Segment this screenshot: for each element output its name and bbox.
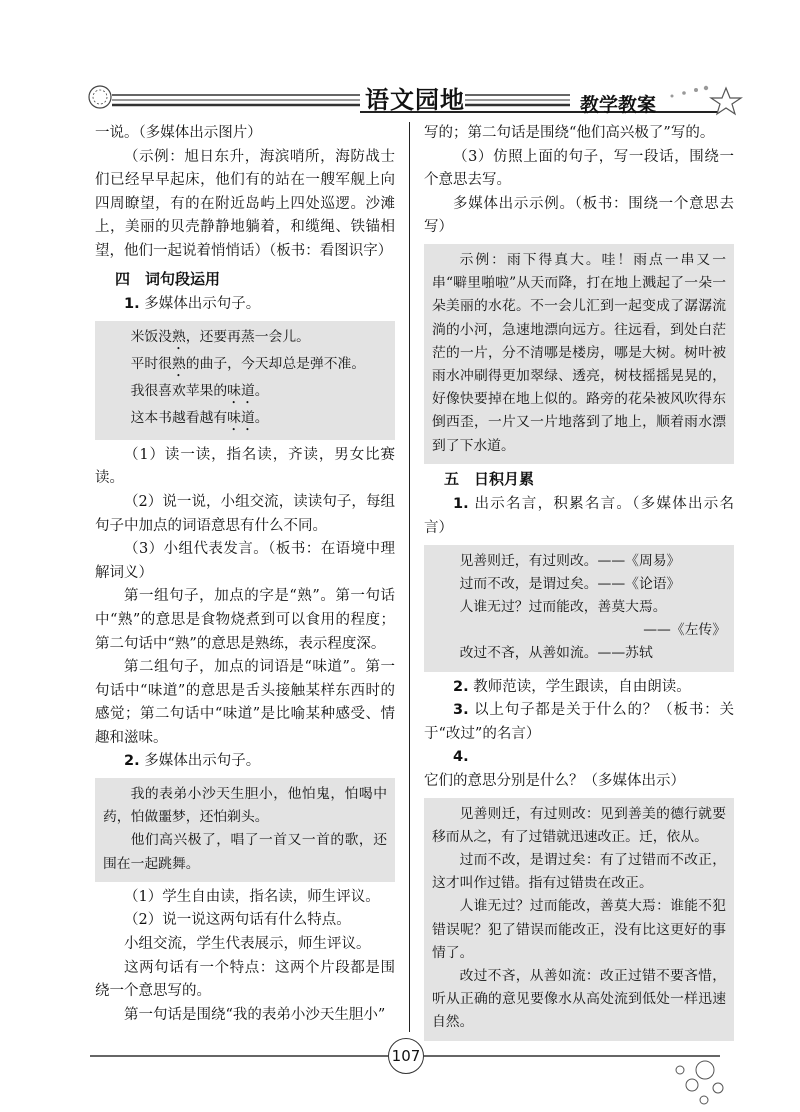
item-number: 2. xyxy=(453,678,469,695)
item-text: 出示名言，积累名言。（多媒体出示名言） xyxy=(424,496,735,536)
example-sentence: 米饭没熟，还要再蒸一会儿。 xyxy=(130,328,310,345)
quote: 见善则迁，有过则改。——《周易》 xyxy=(459,552,681,569)
quote: 改过不吝，从善如流。——苏轼 xyxy=(459,645,653,662)
section-heading: 五 日积月累 xyxy=(444,469,535,488)
paragraph: （1）读一读，指名读，齐读，男女比赛读。 xyxy=(95,446,395,487)
explanation: 改过不吝，从善如流：改正过错不要吝惜，听从正确的意见要像水从高处流到低处一样迅速自然。 xyxy=(432,967,726,1031)
paragraph: 第一句话是围绕“我的表弟小沙天生胆小” xyxy=(124,1006,386,1023)
paragraph: （2）说一说这两句话有什么特点。 xyxy=(124,912,351,929)
paragraph: （1）学生自由读，指名读，师生评议。 xyxy=(124,888,380,905)
header-series-label: 教学教案 xyxy=(580,94,657,116)
example-sentence: 我很喜欢苹果的味道。 xyxy=(130,382,269,399)
paragraph: 第二组句子，加点的词语是“味道”。第一句话中“味道”的意思是舌头接触某样东西时的感觉；第二句话中“味道”是比喻某种感受、情趣和滋味。 xyxy=(95,659,395,746)
item-text: 它们的意思分别是什么？（多媒体出示） xyxy=(424,772,685,789)
paragraph: 第一组句子，加点的字是“熟”。第一句话中“熟”的意思是食物烧煮到可以食用的程度；第二句话中“熟”的意思是熟练，表示程度深。 xyxy=(95,588,395,652)
explanation-box xyxy=(424,798,734,1041)
page-number: 107 xyxy=(388,1038,424,1074)
explanation: 人谁无过？过而能改，善莫大焉：谁能不犯错误呢？犯了错误而能改正，没有比这更好的事情了。 xyxy=(432,898,726,961)
section-heading: 四 词句段运用 xyxy=(115,269,221,288)
item-number: 4. xyxy=(453,749,469,766)
quote: 人谁无过？过而能改，善莫大焉。 xyxy=(459,598,667,615)
header-title: 语文园地 xyxy=(365,86,465,114)
item-number: 1. xyxy=(453,496,469,513)
example-sentence: 我的表弟小沙天生胆小，他怕鬼，怕喝中药，怕做噩梦，还怕剃头。 xyxy=(103,786,387,826)
item-number: 2. xyxy=(124,753,140,770)
explanation: 见善则迁，有过则改：见到善美的德行就要移而从之，有了过错就迅速改正。迁，依从。 xyxy=(432,805,726,845)
example-sentence: 平时很熟的曲子，今天却总是弹不准。 xyxy=(130,355,366,372)
paragraph: （2）说一说，小组交流，读读句子，每组句子中加点的词语意思有什么不同。 xyxy=(95,493,395,534)
item-text: 多媒体出示句子。 xyxy=(144,753,261,770)
paragraph: 小组交流，学生代表展示，师生评议。 xyxy=(124,936,371,953)
paragraph: 一说。（多媒体出示图片） xyxy=(95,125,262,141)
example-box xyxy=(95,778,395,882)
left-column xyxy=(95,122,395,1027)
item-text: 以上句子都是关于什么的？（板书：关于“改过”的名言） xyxy=(424,702,735,742)
page-header xyxy=(0,0,800,130)
item-number: 3. xyxy=(453,702,469,719)
paragraph: （示例：旭日东升，海滨哨所，海防战士们已经早早起床，他们有的站在一艘军舰上向四周瞭望，有的在附近岛屿上四处巡逻。沙滩上，美丽的贝壳静静地躺着，和缆绳、铁锚相望，他们一起说着悄悄话）（板书：看图识字） xyxy=(95,148,395,259)
paragraph: （3）小组代表发言。（板书：在语境中理解词义） xyxy=(95,541,395,581)
explanation: 过而不改，是谓过矣：有了过错而不改正，这才叫作过错。指有过错贵在改正。 xyxy=(432,851,726,892)
example-sentence: 他们高兴极了，唱了一首又一首的歌，还围在一起跳舞。 xyxy=(103,832,387,872)
item-text: 教师范读，学生跟读，自由朗读。 xyxy=(473,678,691,695)
paragraph: 这两句话有一个特点：这两个片段都是围绕一个意思写的。 xyxy=(95,959,395,1000)
quote-source: ——《左传》 xyxy=(643,622,726,639)
paragraph: （3）仿照上面的句子，写一段话，围绕一个意思去写。 xyxy=(424,148,734,189)
example-paragraph: 示例：雨下得真大。哇！雨点一串又一串“噼里啪啦”从天而降，打在地上溅起了一朵一朵美丽的水花。不一会儿汇到一起变成了潺潺流淌的小河，急速地漂向远方。往远看，到处白茫茫的一片，分不清哪是楼房，哪是大树。树叶被雨水冲刷得更加翠绿、透亮，树枝摇摇晃晃的，好像快要掉在地上似的。路旁的花朵被风吹得东倒西歪，一片又一片地落到了地上，顺着雨水漂到了下水道。 xyxy=(432,251,726,454)
quote-box xyxy=(424,545,734,672)
right-column xyxy=(424,122,734,1045)
paragraph: 写的；第二句话是围绕“他们高兴极了”写的。 xyxy=(424,125,715,141)
example-box xyxy=(424,244,734,464)
example-box xyxy=(95,321,395,440)
column-divider xyxy=(409,122,410,1032)
example-sentence: 这本书越看越有味道。 xyxy=(130,409,269,426)
item-number: 1. xyxy=(124,296,140,313)
item-text: 多媒体出示句子。 xyxy=(144,296,261,313)
quote: 过而不改，是谓过矣。——《论语》 xyxy=(459,575,681,592)
paragraph: 多媒体出示示例。（板书：围绕一个意思去写） xyxy=(424,195,734,236)
